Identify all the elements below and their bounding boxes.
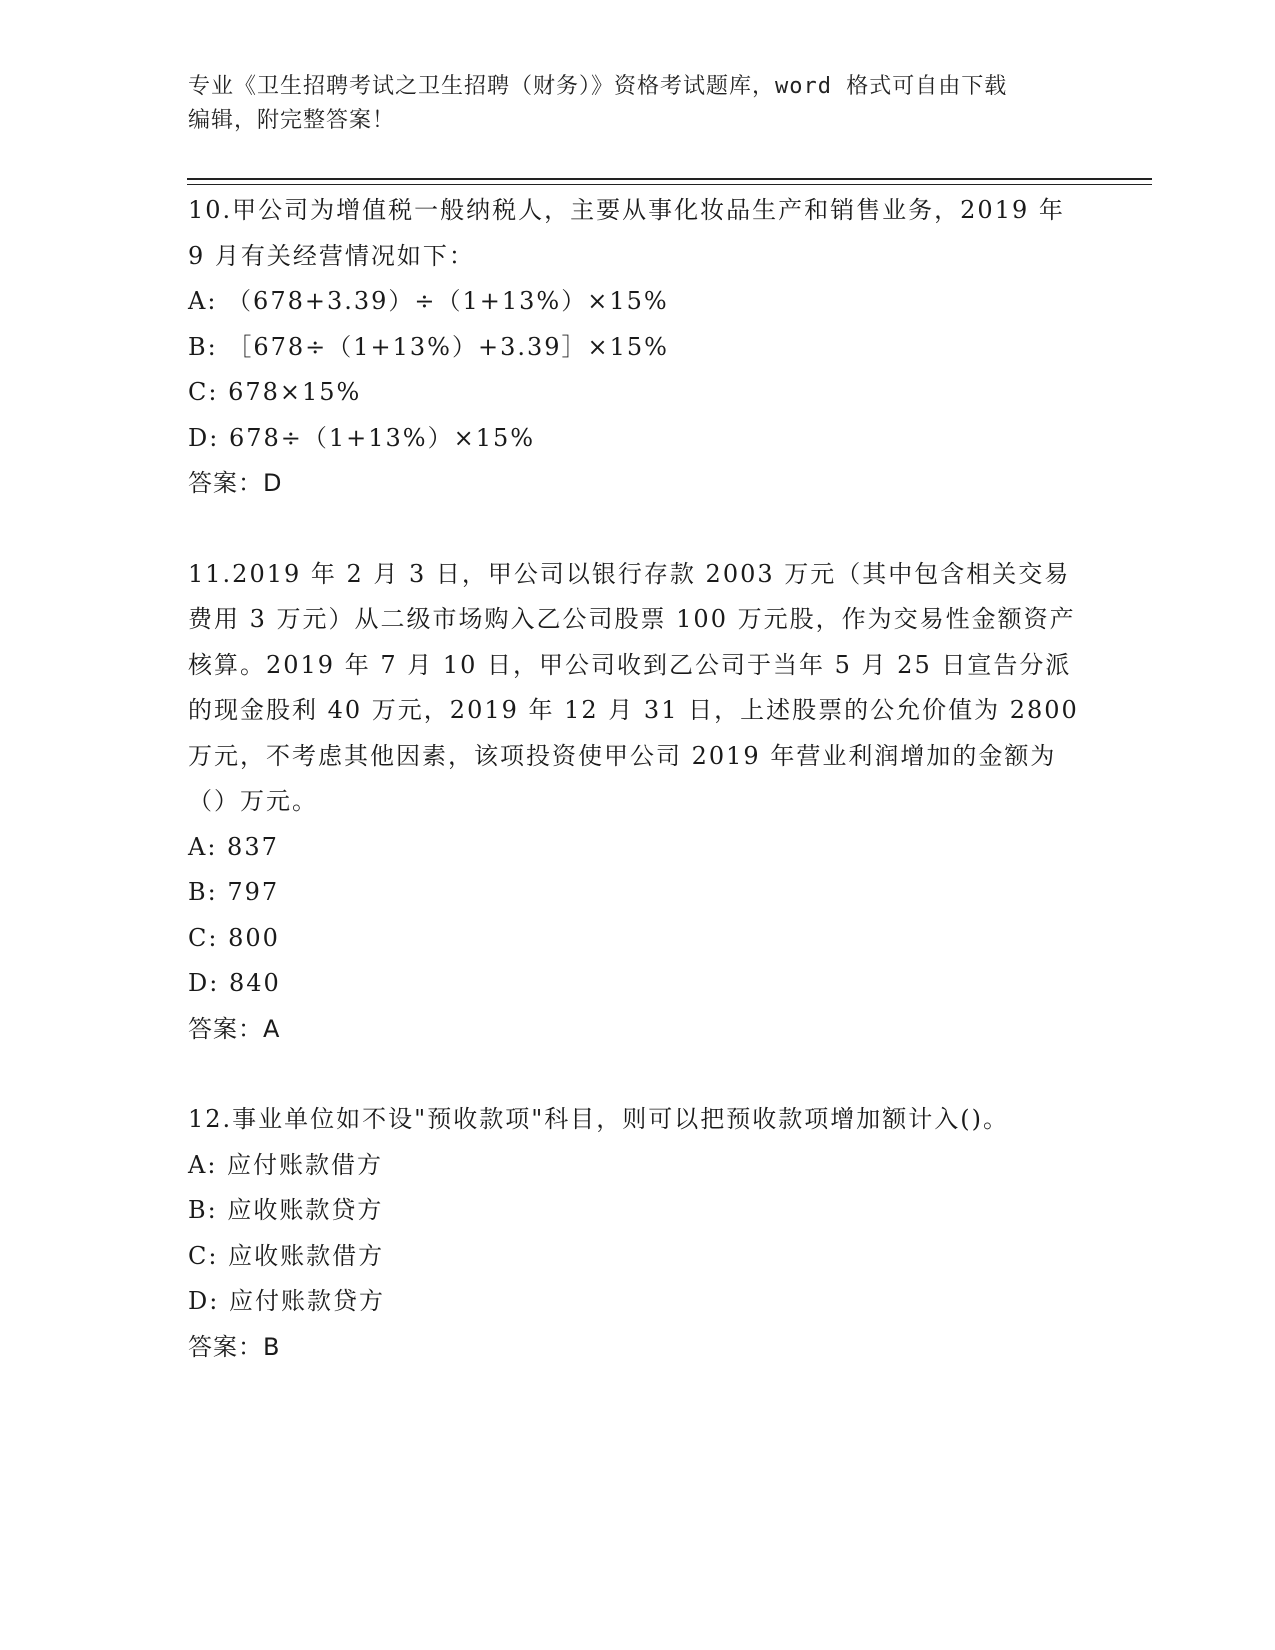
option-b: B: 应收账款贷方 bbox=[188, 1196, 384, 1224]
header-divider-thick bbox=[187, 178, 1152, 180]
option-a: A: 应付账款借方 bbox=[188, 1150, 384, 1179]
option-b: B: 797 bbox=[188, 878, 280, 906]
option-a: A: （678+3.39）÷（1+13%）×15% bbox=[188, 287, 669, 315]
option-d: D: 840 bbox=[188, 969, 281, 997]
question-list bbox=[188, 188, 1088, 1415]
answer-line: 答案：A bbox=[188, 1014, 281, 1043]
option-b: B: ［678÷（1+13%）+3.39］×15% bbox=[188, 332, 669, 361]
answer-line: 答案：B bbox=[188, 1332, 281, 1361]
question-stem: 12.事业单位如不设"预收款项"科目，则可以把预收款项增加额计入()。 bbox=[188, 1105, 1009, 1133]
question-stem: 11.2019 年 2 月 3 日，甲公司以银行存款 2003 万元（其中包含相关交易费用 3 万元）从二级市场购入乙公司股票 100 万元股，作为交易性金额资产核算。2019 年 7 月 10 日，甲公司收到乙公司于当年 5 月 25 日宣告分派的现金股利 40 万元，2019 年 12 月 31 日，上述股票的公允价值为 2800 万元，不考虑其他因素，该项投资使甲公司 2019 年营业利润增加的金额为（）万元。 bbox=[188, 559, 1079, 815]
option-c: C: 800 bbox=[188, 923, 280, 952]
question-stem: 10.甲公司为增值税一般纳税人，主要从事化妆品生产和销售业务，2019 年 9 月有关经营情况如下： bbox=[188, 196, 1065, 270]
question-11 bbox=[188, 552, 1088, 1053]
answer-line: 答案：D bbox=[188, 469, 283, 497]
document-header bbox=[188, 70, 1088, 138]
option-d: D: 678÷（1+13%）×15% bbox=[188, 423, 536, 452]
header-line-2: 编辑，附完整答案！ bbox=[188, 108, 396, 133]
option-d: D: 应付账款贷方 bbox=[188, 1287, 385, 1315]
question-12 bbox=[188, 1097, 1088, 1370]
option-a: A: 837 bbox=[188, 832, 279, 861]
option-c: C: 应收账款借方 bbox=[188, 1241, 385, 1270]
option-c: C: 678×15% bbox=[188, 378, 362, 406]
header-divider-thin bbox=[187, 184, 1152, 185]
question-10 bbox=[188, 188, 1088, 507]
header-line-1: 专业《卫生招聘考试之卫生招聘（财务）》资格考试题库，word 格式可自由下载 bbox=[188, 74, 1008, 99]
